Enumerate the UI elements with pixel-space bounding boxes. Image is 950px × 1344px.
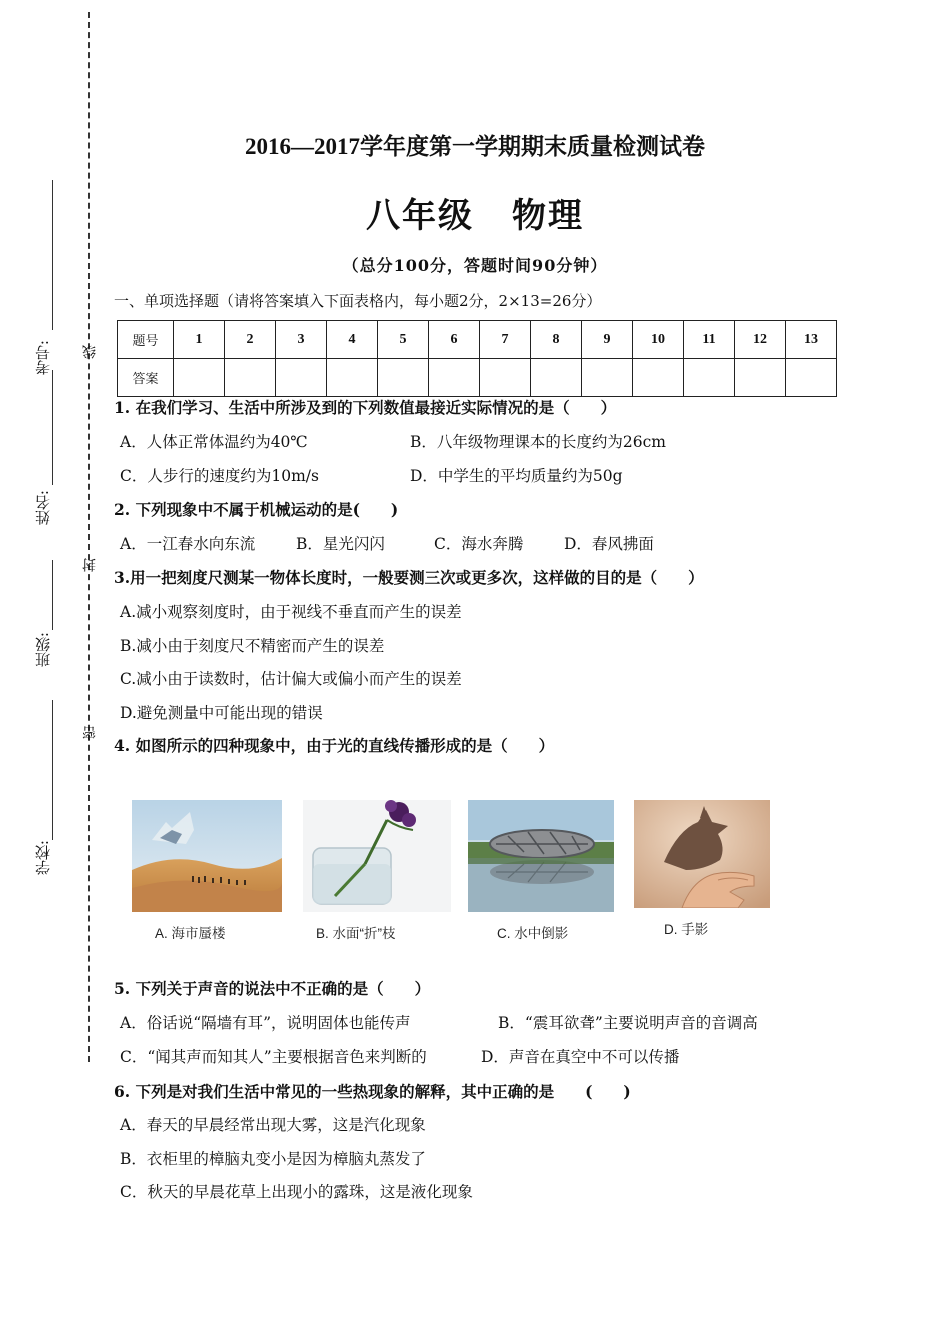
question-4-stem: 4. 如图所示的四种现象中，由于光的直线传播形成的是（ ） [114,736,555,755]
answer-cell[interactable] [429,359,480,397]
question-1-option-a: A．人体正常体温约为40℃ [120,433,308,451]
figure-caption-d: D. 手影 [664,922,709,937]
binding-dashed-line [88,12,90,1062]
question-1-option-d: D．中学生的平均质量约为50g [410,467,623,485]
answer-cell[interactable] [276,359,327,397]
figure-hand-shadow [634,800,770,908]
question-6-option-c: C．秋天的早晨花草上出现小的露珠，这是液化现象 [120,1183,473,1201]
margin-label-exam-number: 考号: [34,340,52,376]
question-2-option-a: A．一江春水向东流 [120,535,256,553]
answer-table-answer-header: 答案 [118,359,174,397]
answer-table-answer-row [118,359,837,397]
answer-cell[interactable] [633,359,684,397]
name-underline[interactable] [52,370,53,485]
answer-table-number: 5 [378,321,429,359]
figure-reflection [468,800,614,912]
answer-table-number: 7 [480,321,531,359]
question-3-stem: 3.用一把刻度尺测某一物体长度时，一般要测三次或更多次，这样做的目的是（ ） [114,568,704,587]
seal-char-seal: 封 [82,558,98,572]
exam-subtitle [0,188,950,237]
margin-label-school: 学校: [34,840,52,876]
grade-label: 八年级 [366,196,474,236]
figure-mirage [132,800,282,912]
question-2-option-c: C．海水奔腾 [434,535,524,553]
section1-heading: 一、单项选择题（请将答案填入下面表格内，每小题2分，2×13=26分） [114,292,602,310]
answer-table-number: 11 [684,321,735,359]
answer-cell[interactable] [786,359,837,397]
answer-table-number: 9 [582,321,633,359]
answer-cell[interactable] [531,359,582,397]
answer-table-number: 1 [174,321,225,359]
question-3-option-b: B.减小由于刻度尺不精密而产生的误差 [120,637,385,655]
answer-table [117,320,837,397]
question-2-option-d: D．春风拂面 [564,535,654,553]
answer-table-number: 6 [429,321,480,359]
seal-char-line: 线 [82,345,98,359]
question-5-option-c: C．“闻其声而知其人”主要根据音色来判断的 [120,1048,427,1066]
subject-label: 物理 [512,196,584,236]
question-6-stem: 6. 下列是对我们生活中常见的一些热现象的解释，其中正确的是 ( ) [114,1082,631,1101]
answer-cell[interactable] [327,359,378,397]
question-3-option-d: D.避免测量中可能出现的错误 [120,704,323,722]
answer-cell[interactable] [174,359,225,397]
answer-table-number: 8 [531,321,582,359]
answer-table-number: 13 [786,321,837,359]
reflection-image-icon [468,800,614,912]
school-underline[interactable] [52,700,53,840]
answer-cell[interactable] [735,359,786,397]
answer-table-number-row [118,321,837,359]
question-6-option-b: B．衣柜里的樟脑丸变小是因为樟脑丸蒸发了 [120,1150,426,1168]
answer-table-number-header: 题号 [118,321,174,359]
question-1-option-b: B．八年级物理课本的长度约为26cm [410,433,666,451]
class-underline[interactable] [52,560,53,630]
question-3-option-c: C.减小由于读数时，估计偏大或偏小而产生的误差 [120,670,462,688]
question-5-option-d: D．声音在真空中不可以传播 [481,1048,680,1066]
question-2-option-b: B．星光闪闪 [296,535,385,553]
hand-shadow-image-icon [634,800,770,908]
question-3-option-a: A.减小观察刻度时，由于视线不垂直而产生的误差 [120,603,462,621]
question-6-option-a: A．春天的早晨经常出现大雾，这是汽化现象 [120,1116,426,1134]
answer-cell[interactable] [684,359,735,397]
margin-label-name: 姓名: [34,490,52,526]
answer-cell[interactable] [378,359,429,397]
answer-cell[interactable] [480,359,531,397]
exam-title: 2016—2017学年度第一学期期末质量检测试卷 [245,134,705,159]
bent-twig-image-icon [303,800,451,912]
answer-table-number: 10 [633,321,684,359]
mirage-image-icon [132,800,282,912]
answer-cell[interactable] [225,359,276,397]
figure-bent-twig [303,800,451,912]
question-5-option-b: B．“震耳欲聋”主要说明声音的音调高 [498,1014,758,1032]
question-1-option-c: C．人步行的速度约为10m/s [120,467,319,485]
question-5-option-a: A．俗话说“隔墙有耳”，说明固体也能传声 [120,1014,411,1032]
answer-table-number: 2 [225,321,276,359]
figure-caption-b: B. 水面“折”枝 [316,926,396,941]
seal-char-close: 密 [82,726,98,740]
exam-note: （总分100分，答题时间90分钟） [342,256,608,275]
answer-table-number: 4 [327,321,378,359]
figure-caption-c: C. 水中倒影 [497,926,569,941]
figure-caption-a: A. 海市蜃楼 [155,926,226,941]
answer-table-number: 3 [276,321,327,359]
answer-table-number: 12 [735,321,786,359]
answer-cell[interactable] [582,359,633,397]
margin-label-class: 班级: [34,632,52,668]
question-1-stem: 1. 在我们学习、生活中所涉及到的下列数值最接近实际情况的是（ ） [114,398,617,417]
question-2-stem: 2. 下列现象中不属于机械运动的是( ) [114,500,399,519]
question-5-stem: 5. 下列关于声音的说法中不正确的是（ ） [114,979,431,998]
